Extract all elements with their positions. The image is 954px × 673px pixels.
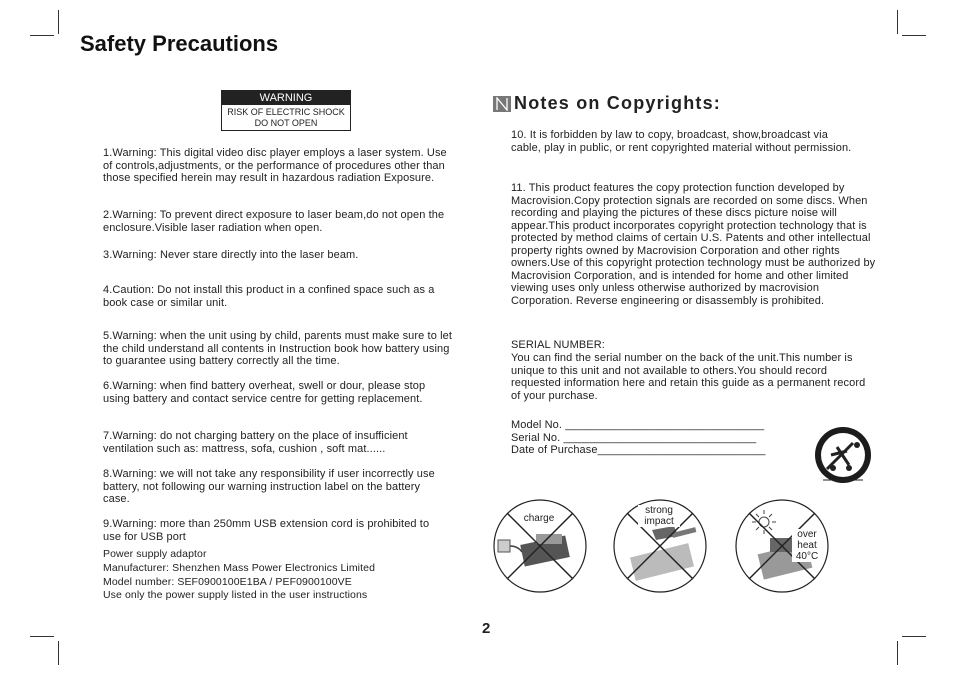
copyright-heading: Notes on Copyrights: (514, 93, 721, 113)
warning-9: 9.Warning: more than 250mm USB extension cord is prohibited to use for USB port (103, 518, 430, 543)
power-supply-info (103, 548, 473, 603)
warning-2: 2.Warning: To prevent direct exposure to laser beam,do not open the enclosure.Visible laser radiation when open. (103, 209, 445, 234)
warning-5: 5.Warning: when the unit using by child, parents must make sure to let the child understand all contents in Instruction book how battery using to guarantee using battery correctly all the time. (103, 330, 452, 367)
copyright-item-11: 11. This product features the copy protection function developed by Macrovision.Copy protection signals are recorded on some discs. When recording and playing the pictures of these discs picture noise will appear.This product incorporates copyright protection technology that is protected by method claims of certain U.S. Patents and other intellectual property rights owned by Macrovision Corporation and other rights owners.Use of this copyright protection technology must be authorized by Macrovision Corporation, and is intended for home and other limited viewing uses only unless otherwise authorized by macrovision Corporation. Reverse engineering or disassembly is prohibited. (511, 182, 876, 307)
copyright-header (493, 93, 721, 114)
strong-impact-label: strong impact (638, 505, 680, 527)
crop-mark-br-v (897, 641, 898, 665)
charge-label: charge (519, 513, 559, 524)
serial-text: You can find the serial number on the back of the unit.This number is unique to this unit and not available to others.You should record requested information here and retain this guide as a permanent record of your purchase. (511, 352, 866, 402)
power-supply-line-4: Use only the power supply listed in the user instructions (103, 589, 368, 602)
page-title: Safety Precautions (80, 31, 279, 56)
crop-mark-tr-v (897, 10, 898, 34)
power-supply-line-1: Power supply adaptor (103, 548, 207, 560)
warning-6: 6.Warning: when find battery overheat, swell or dour, please stop using battery and contact service centre for getting replacement. (103, 380, 426, 405)
serial-heading: SERIAL NUMBER: (511, 339, 605, 351)
note-n-icon (493, 96, 511, 112)
crop-mark-br-h (902, 636, 926, 637)
over-heat-label: over heat 40°C (792, 529, 822, 562)
power-supply-line-3: Model number: SEF0900100E1BA / PEF0900100VE (103, 575, 352, 588)
power-supply-line-2: Manufacturer: Shenzhen Mass Power Electronics Limited (103, 561, 376, 574)
model-no-line: Model No. ________________________________ (511, 419, 765, 431)
warning-3: 3.Warning: Never stare directly into the laser beam. (103, 249, 359, 261)
warning-7: 7.Warning: do not charging battery on the place of insufficient ventilation such as: mattress, sofa, cushion , soft mat...... (103, 430, 408, 455)
copyright-item-10: 10. It is forbidden by law to copy, broadcast, show,broadcast via cable, play in public, or rent copyrighted material without permission. (511, 129, 852, 154)
crop-mark-tr-h (902, 35, 926, 36)
warning-4: 4.Caution: Do not install this product in a confined space such as a book case or similar unit. (103, 284, 435, 309)
purchase-record (511, 419, 791, 457)
warning-box (221, 90, 351, 131)
page-number: 2 (482, 620, 491, 637)
serial-no-line: Serial No. _______________________________ (511, 431, 757, 444)
date-of-purchase-line: Date of Purchase___________________________ (511, 444, 766, 456)
warning-line-1: RISK OF ELECTRIC SHOCK (227, 107, 345, 117)
warning-8: 8.Warning: we will not take any responsibility if user incorrectly use battery, not following our warning instruction label on the battery case. (103, 468, 435, 505)
crop-mark-tl-v (58, 10, 59, 34)
crop-mark-bl-h (30, 636, 54, 637)
cart-tip-over-warning-icon (813, 425, 873, 487)
crop-mark-tl-h (30, 35, 54, 36)
crop-mark-bl-v (58, 641, 59, 665)
warning-body (222, 105, 350, 130)
warning-line-2: DO NOT OPEN (254, 118, 318, 128)
warning-heading: WARNING (222, 91, 350, 105)
warning-1: 1.Warning: This digital video disc player employs a laser system. Use of controls,adjustments, or the performance of procedures other than those specified herein may result in hazardous radiation Exposure. (103, 147, 447, 184)
